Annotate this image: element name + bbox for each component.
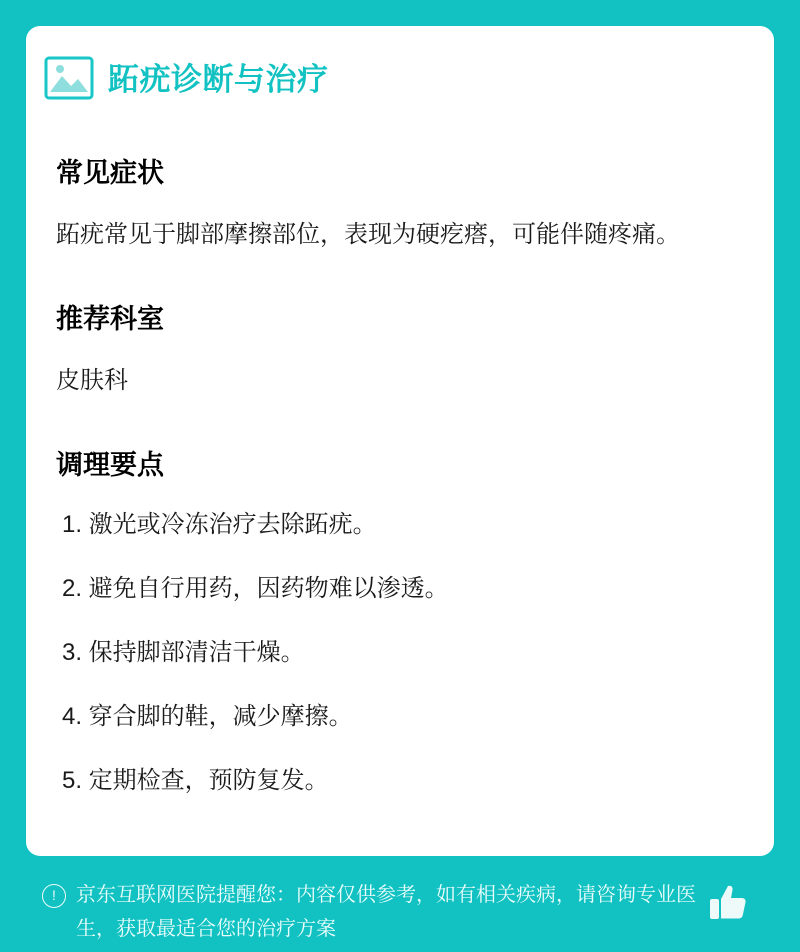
thumbs-up-icon[interactable] xyxy=(708,882,748,924)
footer-disclaimer xyxy=(26,856,774,952)
content-card xyxy=(26,26,774,856)
document-image-icon xyxy=(44,52,96,104)
info-icon: ! xyxy=(42,884,66,908)
section-heading-symptoms: 常见症状 xyxy=(56,158,164,188)
section-text-symptoms: 跖疣常见于脚部摩擦部位，表现为硬疙瘩，可能伴随疼痛。 xyxy=(56,221,680,248)
section-heading-department: 推荐科室 xyxy=(56,304,164,334)
list-item: 4. 穿合脚的鞋，减少摩擦。 xyxy=(62,703,353,730)
list-item: 1. 激光或冷冻治疗去除跖疣。 xyxy=(62,511,377,538)
section-text-department: 皮肤科 xyxy=(56,367,128,394)
care-points-list xyxy=(56,506,744,800)
list-item: 3. 保持脚部清洁干燥。 xyxy=(62,639,305,666)
footer-text: 京东互联网医院提醒您：内容仅供参考，如有相关疾病，请咨询专业医生，获取最适合您的治疗方案 xyxy=(76,884,696,940)
section-heading-care-points: 调理要点 xyxy=(56,450,164,480)
list-item: 5. 定期检查，预防复发。 xyxy=(62,767,329,794)
page-title: 跖疣诊断与治疗 xyxy=(108,62,329,97)
list-item: 2. 避免自行用药，因药物难以渗透。 xyxy=(62,575,449,602)
